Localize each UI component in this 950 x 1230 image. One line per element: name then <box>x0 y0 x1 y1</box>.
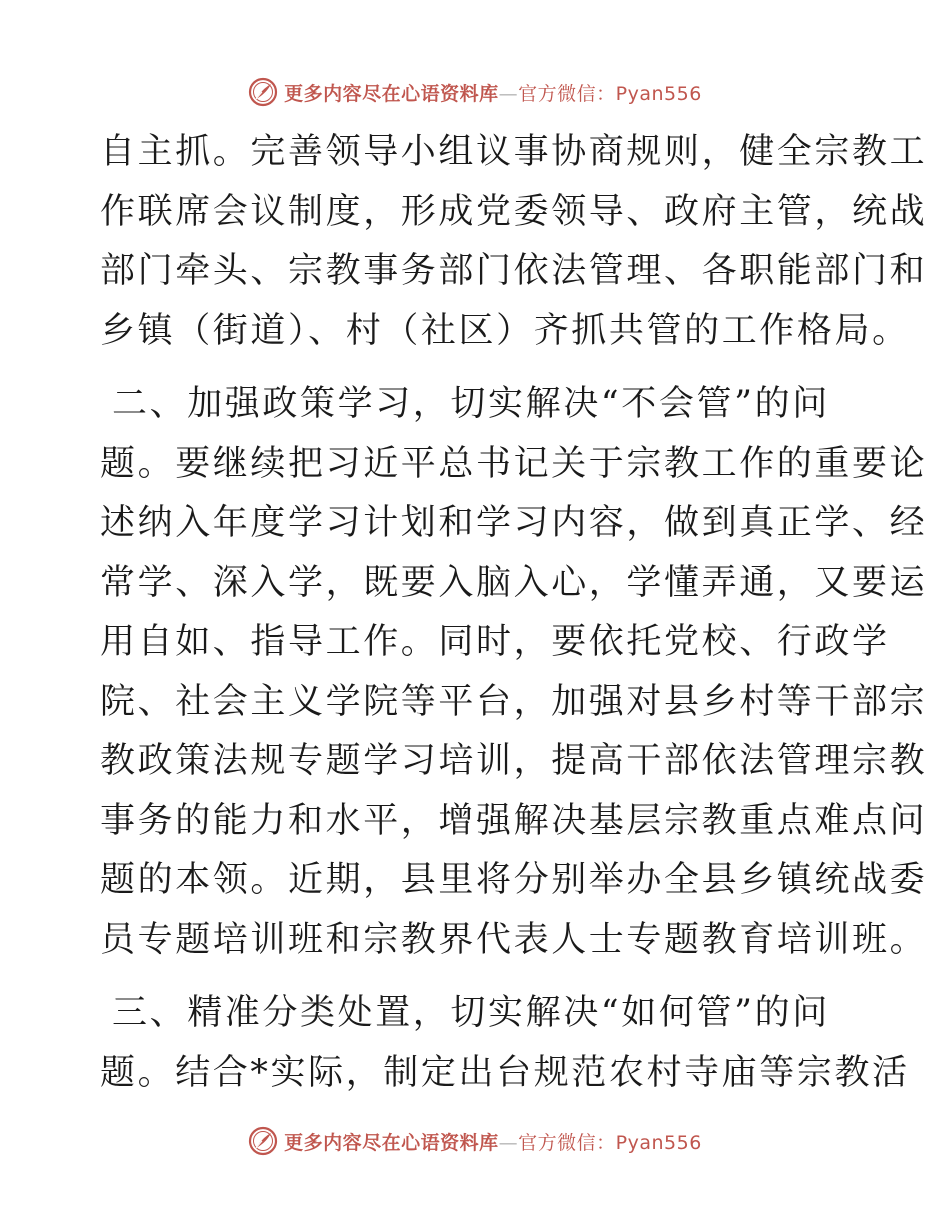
watermark-brand: 更多内容尽在心语资料库 <box>284 82 499 105</box>
text-line: 院、社会主义学院等平台，加强对县乡村等干部宗 <box>100 681 928 722</box>
feather-pen-logo-icon <box>248 1126 278 1156</box>
watermark-text <box>284 1128 702 1155</box>
section-heading: 三、精准分类处置，切实解决“如何管”的问 <box>112 993 830 1033</box>
text-line: 员专题培训班和宗教界代表人士专题教育培训班。 <box>100 919 928 960</box>
watermark-separator: — <box>498 82 519 105</box>
watermark-brand: 更多内容尽在心语资料库 <box>284 1131 499 1154</box>
text-line: 常学、深入学，既要入脑入心，学懂弄通，又要运 <box>100 562 928 603</box>
feather-pen-logo-icon <box>248 77 278 107</box>
footer-watermark <box>0 1121 950 1161</box>
watermark-contact: 官方微信：Pyan556 <box>518 1131 702 1154</box>
text-line: 题的本领。近期，县里将分别举办全县乡镇统战委 <box>100 860 928 900</box>
text-line: 用自如、指导工作。同时，要依托党校、行政学 <box>100 622 890 662</box>
watermark-text <box>284 79 702 106</box>
text-line: 述纳入年度学习计划和学习内容，做到真正学、经 <box>100 503 928 543</box>
text-line: 乡镇（街道）、村（社区）齐抓共管的工作格局。 <box>100 310 910 351</box>
watermark-contact: 官方微信：Pyan556 <box>518 82 702 105</box>
text-line: 事务的能力和水平，增强解决基层宗教重点难点问 <box>100 800 928 841</box>
watermark-separator: — <box>498 1131 519 1154</box>
header-watermark <box>0 72 950 112</box>
text-line: 部门牵头、宗教事务部门依法管理、各职能部门和 <box>100 251 928 291</box>
text-line: 作联席会议制度，形成党委领导、政府主管，统战 <box>100 191 928 232</box>
body-text <box>100 123 928 1103</box>
text-line: 题。结合*实际，制定出台规范农村寺庙等宗教活 <box>100 1052 910 1093</box>
text-line: 教政策法规专题学习培训，提高干部依法管理宗教 <box>100 741 928 781</box>
section-heading: 二、加强政策学习，切实解决“不会管”的问 <box>112 384 830 424</box>
text-line: 自主抓。完善领导小组议事协商规则，健全宗教工 <box>100 132 928 172</box>
text-line: 题。要继续把习近平总书记关于宗教工作的重要论 <box>100 443 928 484</box>
